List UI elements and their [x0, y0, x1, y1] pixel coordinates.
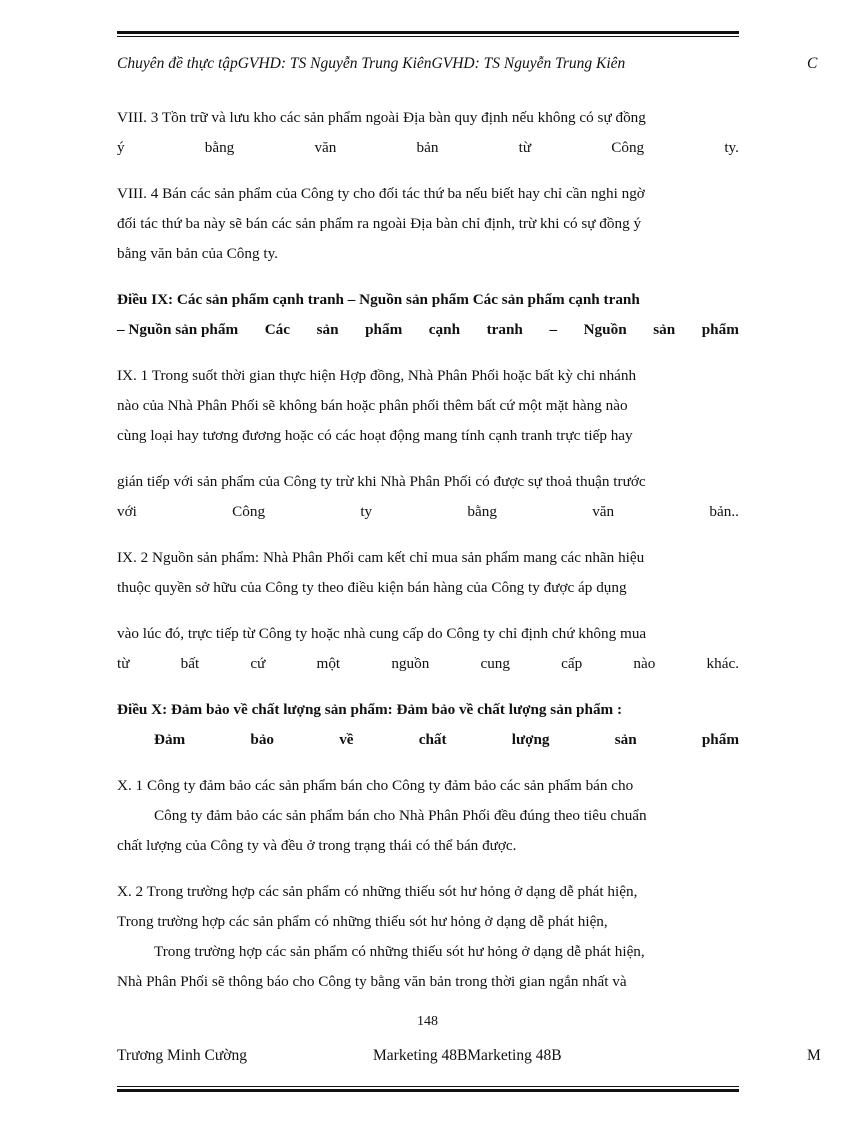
paragraph-line: gián tiếp với sản phẩm của Công ty trừ khi Nhà Phân Phối có được sự thoả thuận trước [117, 473, 646, 490]
word: tranh [486, 321, 523, 338]
justified-line [117, 133, 739, 163]
word: lượng [511, 731, 550, 748]
header-text: Chuyên đề thực tậpGVHD: TS Nguyễn Trung KiênGVHD: TS Nguyễn Trung Kiên [117, 55, 626, 72]
paragraph-line [117, 103, 739, 133]
paragraph-ix-1 [117, 361, 739, 527]
header-rule [117, 31, 739, 37]
paragraph-line: Trong trường hợp các sản phẩm có những thiếu sót hư hỏng ở dạng dễ phát hiện, [154, 943, 645, 960]
word: ý [117, 139, 125, 156]
word: sản [316, 321, 339, 338]
paragraph-line: nào của Nhà Phân Phối sẽ không bán hoặc phân phối thêm bất cứ một mặt hàng nào [117, 397, 628, 414]
justified-line [117, 725, 739, 755]
word: từ [518, 139, 532, 156]
word: phẩm [701, 731, 739, 748]
word: với [117, 503, 137, 520]
word: bằng [467, 503, 497, 520]
paragraph-line: thuộc quyền sở hữu của Công ty theo điều kiện bán hàng của Công ty được áp dụng [117, 579, 627, 596]
paragraph-line: Nhà Phân Phối sẽ thông báo cho Công ty bằng văn bản trong thời gian ngắn nhất và [117, 973, 627, 990]
word: bằng [204, 139, 235, 156]
header-overflow-text: C [807, 55, 818, 72]
word: Các [264, 321, 290, 338]
footer-class: Marketing 48BMarketing 48B [373, 1047, 562, 1064]
heading-article-ix [117, 285, 739, 345]
word: ty. [724, 139, 739, 156]
paragraph-line: VIII. 4 Bán các sản phẩm của Công ty cho đối tác thứ ba nếu biết hay chỉ cần nghi ngờ [117, 185, 645, 202]
justified-line [117, 315, 739, 345]
word: văn [592, 503, 615, 520]
paragraph-line: chất lượng của Công ty và đều ở trong trạng thái có thể bán được. [117, 837, 517, 854]
line-text: VIII. 3 Tồn trữ và lưu kho các sản phẩm ngoài Địa bàn quy định nếu không có sự đồng [117, 109, 646, 126]
footer-overflow-text: M [807, 1047, 821, 1064]
word: cạnh [428, 321, 461, 338]
word: bảo [250, 731, 275, 748]
word: một [316, 655, 341, 672]
heading-article-x [117, 695, 739, 755]
word: sản [653, 321, 676, 338]
word: phẩm [701, 321, 739, 338]
word: bản [416, 139, 439, 156]
paragraph-line: IX. 2 Nguồn sản phẩm: Nhà Phân Phối cam kết chỉ mua sản phẩm mang các nhãn hiệu [117, 549, 645, 566]
page-footer [117, 1047, 821, 1071]
heading-line: Điều X: Đảm bảo về chất lượng sản phẩm: Đảm bảo về chất lượng sản phẩm : [117, 701, 623, 718]
word: chất [418, 731, 447, 748]
page-number: 148 [417, 1014, 438, 1029]
word: nào [633, 655, 656, 672]
paragraph-x-2 [117, 877, 739, 997]
word: khác. [706, 655, 739, 672]
word: ty [360, 503, 373, 520]
word: sản [614, 731, 637, 748]
word: văn [314, 139, 337, 156]
paragraph-line: Công ty đảm bảo các sản phẩm bán cho Nhà Phân Phối đều đúng theo tiêu chuẩn [154, 807, 647, 824]
paragraph-x-1 [117, 771, 739, 861]
word: bản.. [709, 503, 739, 520]
word: – Nguồn sản phẩm [117, 321, 239, 338]
word: cung [480, 655, 510, 672]
document-body [117, 103, 739, 1013]
word: Đảm [154, 731, 186, 748]
word: cứ [250, 655, 266, 672]
paragraph-ix-2 [117, 543, 739, 679]
word: Nguồn [583, 321, 627, 338]
word: phẩm [365, 321, 403, 338]
paragraph-viii-3 [117, 103, 739, 163]
paragraph-line: vào lúc đó, trực tiếp từ Công ty hoặc nhà cung cấp do Công ty chỉ định chứ không mua [117, 625, 647, 642]
heading-line: Điều IX: Các sản phẩm cạnh tranh – Nguồn sản phẩm Các sản phẩm cạnh tranh [117, 291, 640, 308]
footer-author: Trương Minh Cường [117, 1047, 247, 1064]
paragraph-line: bằng văn bản của Công ty. [117, 245, 278, 262]
word: cấp [561, 655, 583, 672]
word: về [339, 731, 354, 748]
word: Công [611, 139, 645, 156]
word: bất [180, 655, 200, 672]
justified-line [117, 649, 739, 679]
paragraph-line: đối tác thứ ba này sẽ bán các sản phẩm ra ngoài Địa bàn chỉ định, trừ khi có sự đồng ý [117, 215, 642, 232]
paragraph-line: cùng loại hay tương đương hoặc có các hoạt động mang tính cạnh tranh trực tiếp hay [117, 427, 633, 444]
word: – [549, 321, 558, 338]
paragraph-line: X. 2 Trong trường hợp các sản phẩm có những thiếu sót hư hỏng ở dạng dễ phát hiện, [117, 883, 638, 900]
paragraph-line: Trong trường hợp các sản phẩm có những thiếu sót hư hỏng ở dạng dễ phát hiện, [117, 913, 608, 930]
justified-line [117, 497, 739, 527]
word: Công [232, 503, 266, 520]
word: nguồn [391, 655, 430, 672]
paragraph-line: X. 1 Công ty đảm bảo các sản phẩm bán cho Công ty đảm bảo các sản phẩm bán cho [117, 777, 634, 794]
page-header [117, 55, 816, 77]
word: từ [117, 655, 130, 672]
paragraph-viii-4 [117, 179, 739, 269]
footer-rule [117, 1086, 739, 1092]
paragraph-line: IX. 1 Trong suốt thời gian thực hiện Hợp đồng, Nhà Phân Phối hoặc bất kỳ chi nhánh [117, 367, 637, 384]
